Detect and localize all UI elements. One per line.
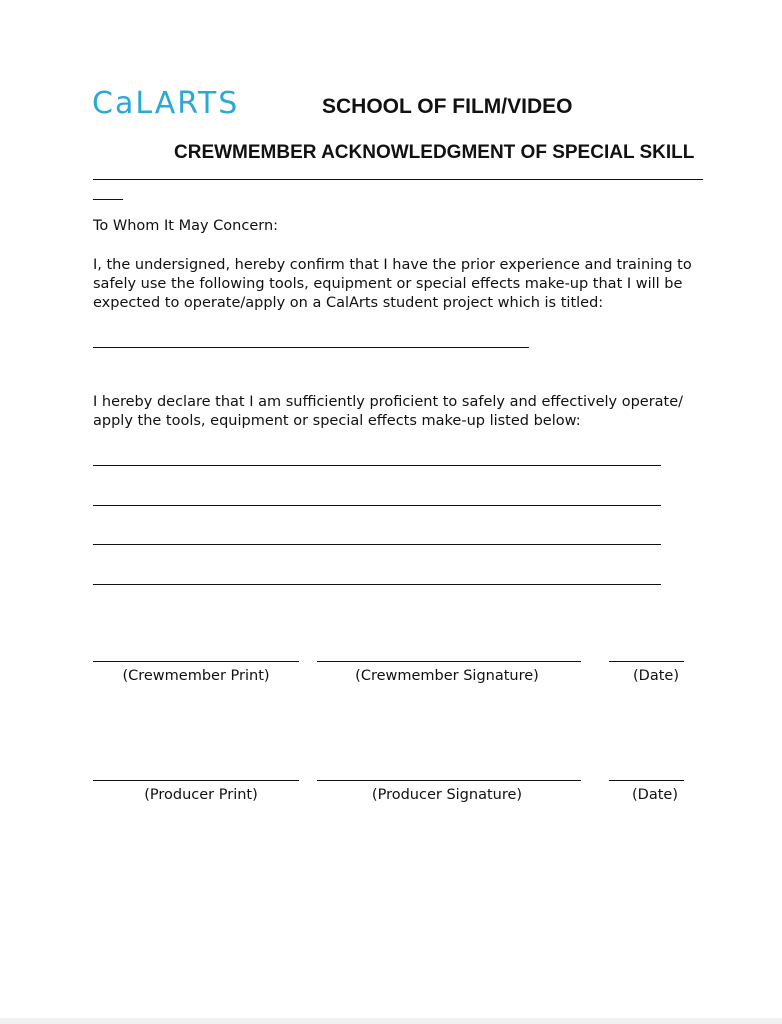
producer-print-caption: (Producer Print) bbox=[144, 787, 258, 803]
producer-date-caption: (Date) bbox=[632, 787, 678, 803]
crewmember-signature-line[interactable] bbox=[317, 661, 581, 662]
paragraph-line: I hereby declare that I am sufficiently proficient to safely and effectively operate/ bbox=[93, 394, 684, 410]
skill-entry-line[interactable] bbox=[93, 584, 661, 585]
producer-date-line[interactable] bbox=[609, 780, 684, 781]
crewmember-date-line[interactable] bbox=[609, 661, 684, 662]
producer-print-line[interactable] bbox=[93, 780, 299, 781]
paragraph-line: apply the tools, equipment or special effects make-up listed below: bbox=[93, 413, 581, 429]
paragraph-line: safely use the following tools, equipment or special effects make-up that I will be bbox=[93, 276, 683, 292]
skill-entry-line[interactable] bbox=[93, 505, 661, 506]
salutation: To Whom It May Concern: bbox=[93, 218, 279, 234]
crewmember-print-line[interactable] bbox=[93, 661, 299, 662]
form-title: CREWMEMBER ACKNOWLEDGMENT OF SPECIAL SKILL bbox=[174, 142, 695, 163]
project-title-line[interactable] bbox=[93, 347, 529, 348]
paragraph-line: I, the undersigned, hereby confirm that I have the prior experience and training to bbox=[93, 257, 692, 273]
skill-entry-line[interactable] bbox=[93, 544, 661, 545]
producer-signature-line[interactable] bbox=[317, 780, 581, 781]
school-title: SCHOOL OF FILM/VIDEO bbox=[322, 95, 573, 118]
producer-signature-caption: (Producer Signature) bbox=[371, 787, 523, 803]
header-divider-tail bbox=[93, 199, 123, 200]
calarts-logo: CaLARTS bbox=[92, 86, 240, 121]
crewmember-signature-caption: (Crewmember Signature) bbox=[355, 668, 539, 684]
page-bottom-edge bbox=[0, 1018, 782, 1024]
crewmember-print-caption: (Crewmember Print) bbox=[122, 668, 270, 684]
skill-entry-line[interactable] bbox=[93, 465, 661, 466]
header-divider bbox=[93, 179, 703, 180]
crewmember-date-caption: (Date) bbox=[633, 668, 679, 684]
paragraph-line: expected to operate/apply on a CalArts student project which is titled: bbox=[93, 295, 604, 311]
